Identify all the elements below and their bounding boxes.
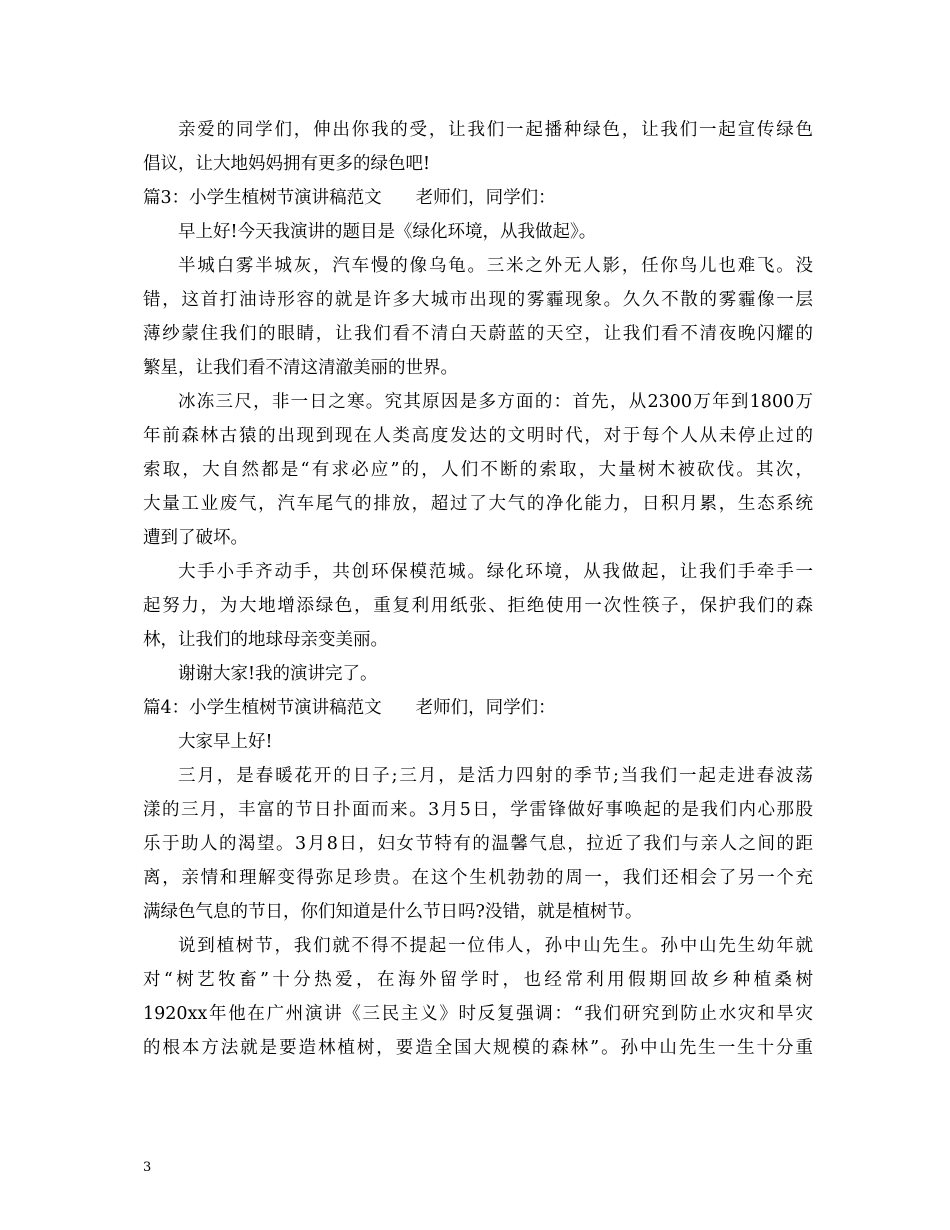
line-text: 半城白雾半城灰，汽车慢的像乌龟。三米之外无人影，任你鸟儿也难飞。没 bbox=[178, 256, 813, 276]
line-text: 大家早上好! bbox=[178, 732, 273, 752]
section-heading bbox=[143, 691, 813, 725]
text-line bbox=[143, 317, 813, 351]
line-text: 乐于助人的渴望。3月8日，妇女节特有的温馨气息，拉近了我们与亲人之间的距 bbox=[143, 834, 813, 854]
text-line bbox=[143, 147, 813, 181]
line-text: 冰冻三尺，非一日之寒。究其原因是多方面的：首先，从2300万年到1800万 bbox=[178, 392, 813, 412]
text-line bbox=[143, 759, 813, 793]
text-line bbox=[143, 215, 813, 249]
text-line bbox=[143, 589, 813, 623]
text-line bbox=[143, 385, 813, 419]
line-text: 对“树艺牧畜”十分热爱，在海外留学时，也经常利用假期回故乡种植桑树 bbox=[143, 970, 813, 990]
line-text: 错，这首打油诗形容的就是许多大城市出现的雾霾现象。久久不散的雾霾像一层 bbox=[143, 290, 813, 310]
line-text: 离，亲情和理解变得弥足珍贵。在这个生机勃勃的周一，我们还相会了另一个充 bbox=[143, 868, 813, 888]
text-line bbox=[143, 963, 813, 997]
line-text: 亲爱的同学们，伸出你我的受，让我们一起播种绿色，让我们一起宣传绿色 bbox=[178, 120, 813, 140]
line-text: 谢谢大家!我的演讲完了。 bbox=[178, 664, 378, 684]
line-text: 满绿色气息的节日，你们知道是什么节日吗?没错，就是植树节。 bbox=[143, 902, 643, 922]
text-line bbox=[143, 929, 813, 963]
text-line bbox=[143, 249, 813, 283]
line-text: 早上好!今天我演讲的题目是《绿化环境，从我做起》。 bbox=[178, 222, 597, 242]
line-text: 林，让我们的地球母亲变美丽。 bbox=[143, 630, 388, 650]
line-text: 说到植树节，我们就不得不提起一位伟人，孙中山先生。孙中山先生幼年就 bbox=[178, 936, 813, 956]
line-text: 起努力，为大地增添绿色，重复利用纸张、拒绝使用一次性筷子，保护我们的森 bbox=[143, 596, 813, 616]
text-line bbox=[143, 895, 813, 929]
page-number: 3 bbox=[143, 1160, 152, 1175]
text-line bbox=[143, 827, 813, 861]
text-line bbox=[143, 283, 813, 317]
text-line bbox=[143, 419, 813, 453]
text-line bbox=[143, 453, 813, 487]
text-line bbox=[143, 555, 813, 589]
text-line bbox=[143, 1031, 813, 1065]
text-line bbox=[143, 487, 813, 521]
text-line bbox=[143, 113, 813, 147]
line-text: 索取，大自然都是“有求必应”的，人们不断的索取，大量树木被砍伐。其次， bbox=[143, 460, 813, 480]
line-text: 大量工业废气，汽车尾气的排放，超过了大气的净化能力，日积月累，生态系统 bbox=[143, 494, 813, 514]
line-text: 大手小手齐动手，共创环保模范城。绿化环境，从我做起，让我们手牵手一 bbox=[178, 562, 813, 582]
line-text: 年前森林古猿的出现到现在人类高度发达的文明时代，对于每个人从未停止过的 bbox=[143, 426, 813, 446]
line-text: 篇4：小学生植树节演讲稿范文 bbox=[143, 698, 382, 718]
text-line bbox=[143, 623, 813, 657]
text-line bbox=[143, 861, 813, 895]
line-text: 的根本方法就是要造林植树，要造全国大规模的森林”。孙中山先生一生十分重 bbox=[143, 1038, 813, 1058]
text-line bbox=[143, 725, 813, 759]
text-line bbox=[143, 997, 813, 1031]
heading-greeting: 老师们，同学们： bbox=[415, 188, 556, 208]
text-line bbox=[143, 657, 813, 691]
heading-greeting: 老师们，同学们： bbox=[415, 698, 556, 718]
document-body bbox=[143, 113, 813, 1065]
section-heading bbox=[143, 181, 813, 215]
line-text: 漾的三月，丰富的节日扑面而来。3月5日，学雷锋做好事唤起的是我们内心那股 bbox=[143, 800, 813, 820]
line-text: 倡议，让大地妈妈拥有更多的绿色吧! bbox=[143, 154, 431, 174]
line-text: 繁星，让我们看不清这清澈美丽的世界。 bbox=[143, 358, 458, 378]
line-text: 三月，是春暖花开的日子;三月，是活力四射的季节;当我们一起走进春波荡 bbox=[178, 766, 813, 786]
text-line bbox=[143, 351, 813, 385]
line-text: 薄纱蒙住我们的眼睛，让我们看不清白天蔚蓝的天空，让我们看不清夜晚闪耀的 bbox=[143, 324, 813, 344]
text-line bbox=[143, 521, 813, 555]
text-line bbox=[143, 793, 813, 827]
line-text: 遭到了破坏。 bbox=[143, 528, 248, 548]
line-text: 篇3：小学生植树节演讲稿范文 bbox=[143, 188, 382, 208]
line-text: 1920xx年他在广州演讲《三民主义》时反复强调：“我们研究到防止水灾和旱灾 bbox=[143, 1004, 813, 1024]
